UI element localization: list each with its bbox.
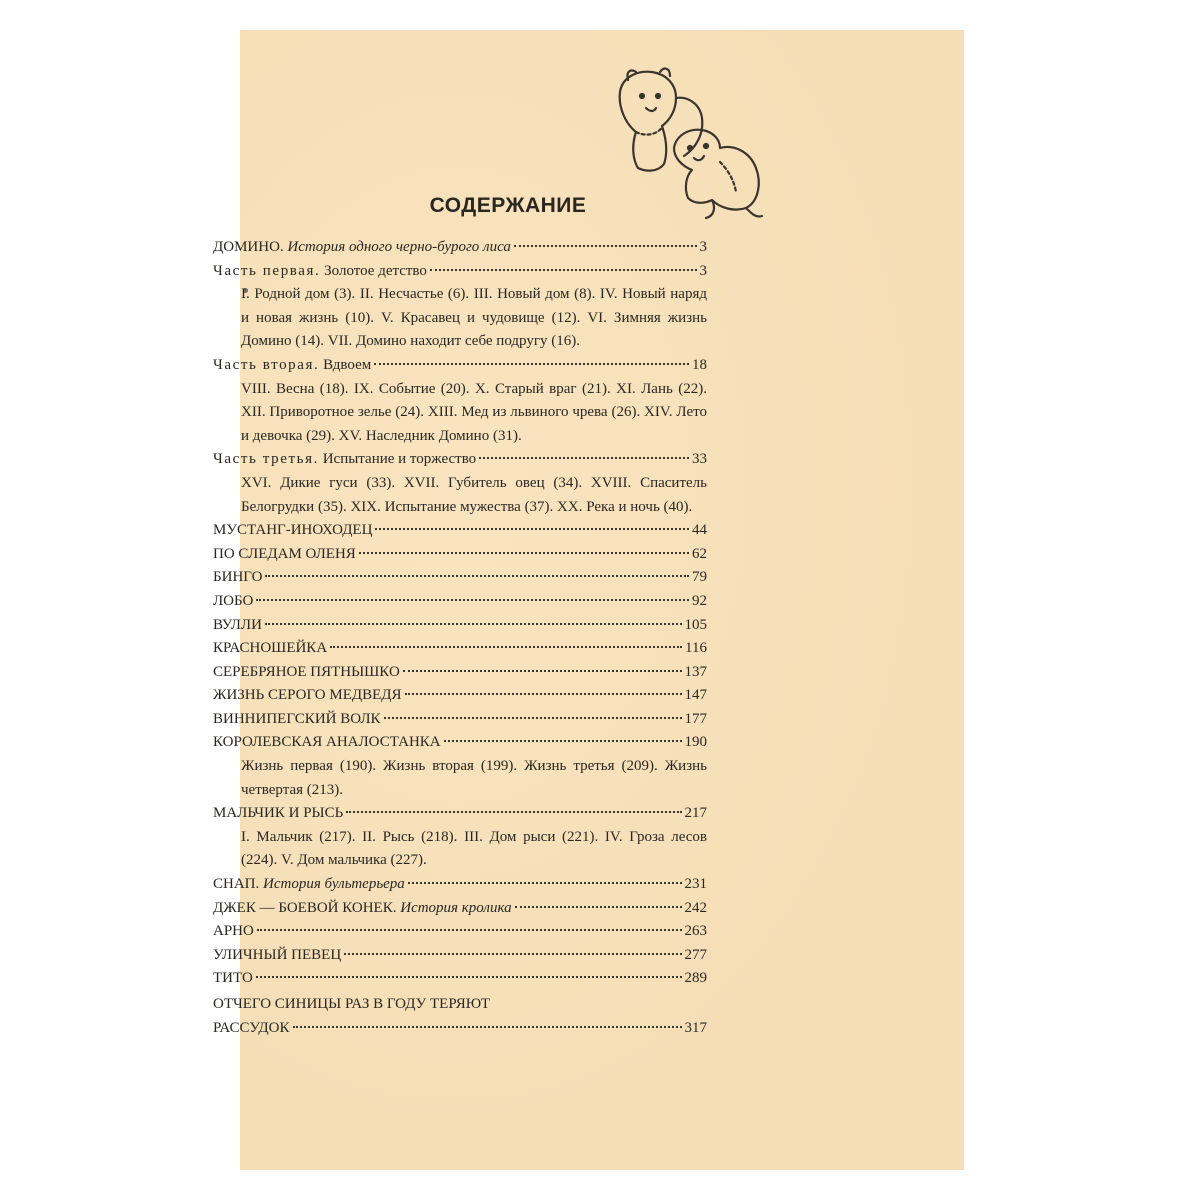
toc-entry-winnipeg[interactable] — [213, 708, 707, 732]
toc-entry-chickadee[interactable] — [213, 1017, 707, 1041]
entry-title: ВУЛЛИ — [213, 616, 262, 633]
entry-title: МУСТАНГ-ИНОХОДЕЦ — [213, 522, 373, 539]
dot-leader — [403, 670, 682, 672]
entry-title: СЕРЕБРЯНОЕ ПЯТНЫШКО — [213, 663, 400, 680]
page-number: 3 — [699, 262, 707, 279]
toc-entry-part-three[interactable] — [213, 448, 707, 472]
toc-entry-krasnosheyka[interactable] — [213, 637, 707, 661]
dot-leader — [384, 717, 682, 719]
toc-entry-part-one[interactable] — [213, 260, 707, 284]
entry-subtitle: История кролика — [400, 899, 512, 916]
toc-entry-snap[interactable] — [213, 873, 707, 897]
toc-entry-silverspot[interactable] — [213, 661, 707, 685]
toc-entry-street-singer[interactable] — [213, 944, 707, 968]
page-number: 289 — [684, 970, 707, 987]
chapter-list-part-three: XVI. Дикие гуси (33). XVII. Губитель овец (34). XVIII. Спаситель Белогрудки (35). XIX. Испытание мужества (37). XX. Река и ночь (40). — [241, 474, 707, 515]
page-number: 18 — [692, 356, 707, 373]
dot-leader — [265, 623, 682, 625]
page-number: 231 — [684, 876, 707, 893]
dot-leader — [256, 976, 682, 978]
toc-entry-deer[interactable] — [213, 543, 707, 567]
entry-title: ТИТО — [213, 970, 253, 987]
entry-subtitle: История одного черно-бурого лиса — [287, 239, 511, 255]
entry-title: ВИННИПЕГСКИЙ ВОЛК — [213, 710, 381, 727]
toc-entry-part-two[interactable] — [213, 354, 707, 378]
page-number: 92 — [692, 592, 707, 609]
chapter-list-analostan: Жизнь первая (190). Жизнь вторая (199). Жизнь третья (209). Жизнь четвертая (213). — [241, 758, 707, 798]
entry-title: ДОМИНО. — [213, 239, 284, 255]
dot-leader — [265, 575, 689, 577]
part-label: Часть вторая. — [213, 356, 320, 373]
entry-title-line-2: РАССУДОК — [213, 1019, 290, 1036]
page-number: 116 — [685, 640, 707, 657]
toc-entry-mustang[interactable] — [213, 519, 707, 543]
chapter-list-boy-and-lynx: I. Мальчик (217). II. Рысь (218). III. Дом рыси (221). IV. Гроза лесов (224). V. Дом мальчика (227). — [241, 828, 707, 869]
entry-title: ДЖЕК — БОЕВОЙ КОНЕК. — [213, 899, 397, 916]
dot-leader — [405, 693, 682, 695]
toc-entry-analostan[interactable] — [213, 731, 707, 755]
entry-title: БИНГО — [213, 569, 263, 586]
page-number: 190 — [684, 734, 707, 751]
toc-entry-domino[interactable] — [213, 236, 707, 260]
part-title: Вдвоем — [323, 356, 372, 373]
toc-entry-jack[interactable] — [213, 897, 707, 921]
page-number: 79 — [692, 569, 707, 586]
page-number: 147 — [684, 687, 707, 704]
dot-leader — [430, 269, 697, 271]
dot-leader — [514, 245, 697, 247]
part-title: Испытание и торжество — [322, 451, 477, 468]
page-number: 217 — [684, 805, 707, 822]
table-of-contents — [213, 236, 707, 1040]
toc-entry-arno[interactable] — [213, 920, 707, 944]
page-number: 277 — [684, 946, 707, 963]
page-number: 317 — [684, 1019, 707, 1036]
page-number: 242 — [684, 899, 707, 916]
dot-leader — [359, 552, 689, 554]
entry-title: СНАП. — [213, 876, 260, 893]
toc-entry-vulli[interactable] — [213, 614, 707, 638]
dot-leader — [408, 882, 682, 884]
dot-leader — [344, 953, 681, 955]
entry-title: ЖИЗНЬ СЕРОГО МЕДВЕДЯ — [213, 687, 402, 704]
dot-leader — [515, 906, 682, 908]
entry-title: ПО СЛЕДАМ ОЛЕНЯ — [213, 545, 356, 562]
entry-title: ЛОБО — [213, 592, 254, 609]
page-number: 44 — [692, 522, 707, 539]
toc-entry-grizzly[interactable] — [213, 684, 707, 708]
dot-leader — [346, 811, 681, 813]
chapter-list-part-two: VIII. Весна (18). IX. Событие (20). X. Старый враг (21). XI. Лань (22). XII. Приворотное зелье (24). XIII. Мед из львиного чрева (26). XIV. Лето и девочка (29). XV. Наследник Домино (31). — [241, 380, 707, 444]
part-label: Часть первая. — [213, 262, 321, 279]
toc-entry-bingo[interactable] — [213, 566, 707, 590]
page-number: 105 — [684, 616, 707, 633]
page-number: 3 — [699, 239, 707, 255]
toc-entry-lobo[interactable] — [213, 590, 707, 614]
page-number: 177 — [684, 710, 707, 727]
entry-title: АРНО — [213, 923, 254, 940]
toc-entry-tito[interactable] — [213, 967, 707, 991]
entry-title: УЛИЧНЫЙ ПЕВЕЦ — [213, 946, 342, 963]
dot-leader — [293, 1026, 682, 1028]
dot-leader — [374, 363, 689, 365]
dot-leader — [257, 929, 682, 931]
dot-leader — [444, 740, 682, 742]
dot-leader — [479, 457, 689, 459]
dot-leader — [256, 599, 689, 601]
dot-leader — [375, 528, 689, 530]
entry-subtitle: История бультерьера — [263, 876, 405, 893]
part-label: Часть третья. — [213, 451, 319, 468]
chapter-list-part-one: I. Родной дом (3). II. Несчастье (6). III. Новый дом (8). IV. Новый наряд и новая жизнь (10). V. Красавец и чудовище (12). VI. Зимняя жизнь Домино (14). VII. Домино находит себе подругу (16). — [241, 286, 707, 350]
page-number: 137 — [684, 663, 707, 680]
page-number: 33 — [692, 451, 707, 468]
dot-leader — [330, 646, 682, 648]
entry-title: КРАСНОШЕЙКА — [213, 640, 328, 657]
entry-title-line-1: ОТЧЕГО СИНИЦЫ РАЗ В ГОДУ ТЕРЯЮТ — [213, 996, 490, 1012]
contents-heading: СОДЕРЖАНИЕ — [429, 194, 587, 217]
toc-entry-boy-and-lynx[interactable] — [213, 802, 707, 826]
entry-title: МАЛЬЧИК И РЫСЬ — [213, 805, 344, 822]
entry-title: КОРОЛЕВСКАЯ АНАЛОСТАНКА — [213, 734, 441, 751]
page-number: 62 — [692, 545, 707, 562]
part-title: Золотое детство — [324, 262, 427, 279]
page-number: 263 — [684, 923, 707, 940]
